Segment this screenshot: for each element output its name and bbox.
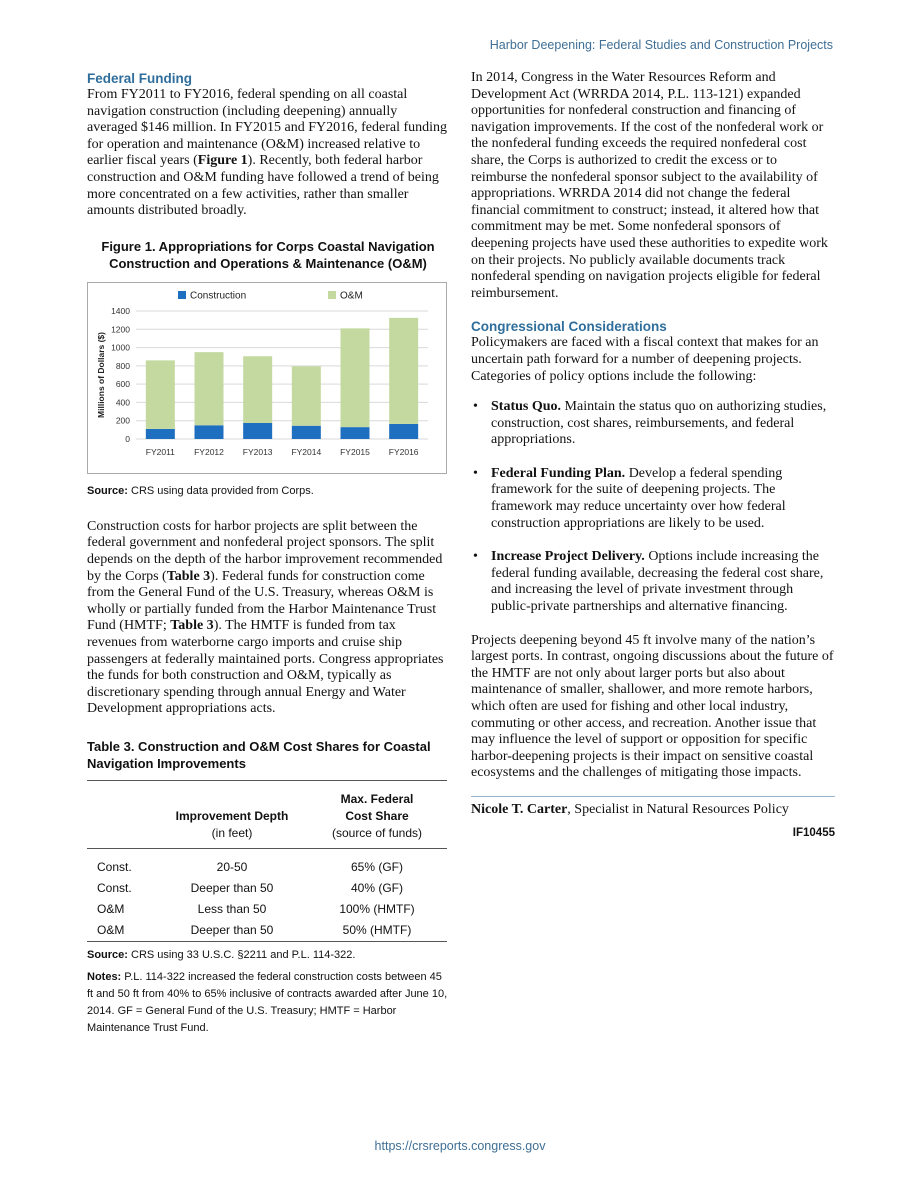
bullet-icon: • [473, 465, 478, 481]
list-item [471, 399, 835, 449]
x-tick-label: FY2016 [388, 446, 419, 457]
table-row [87, 899, 447, 920]
option-title: Federal Funding Plan. [491, 465, 626, 481]
wrrda-paragraph: In 2014, Congress in the Water Resources Reform and Development Act (WRRDA 2014, P.L. 113-121) expanded opportunities for nonfederal construction and financing of navigation improvements. If the cost of the nonfederal work or the nonfederal funding exceeds the required nonfederal cost share, the Corps is authorized to credit the excess or to reimburse the nonfederal sponsor subject to the availability of appropriations. WRRDA 2014 did not change the federal financial commitment to construct; instead, it altered how that commitment may be met. Some nonfederal sponsors of deepening projects have used these authorities to expedite work on their projects. No publicly available documents track nonfederal spending on navigation projects eligible for federal reimbursement. [471, 70, 828, 301]
legend-swatch-o-m [328, 291, 336, 299]
table-row [87, 878, 447, 899]
bar-o-m-fy2013 [243, 356, 272, 423]
y-tick-label: 200 [115, 415, 130, 426]
figure-1-source-label: Source: [87, 484, 128, 497]
option-text: Maintain the status quo on authorizing studies, construction, cost shares, reimbursements, and federal appropriations. [491, 399, 827, 448]
option-text: Develop a federal spending framework for the suite of deepening projects. The framework may reduce uncertainty over how federal construction appropriations are likely to be used. [491, 465, 786, 531]
option-text: Options include increasing the federal funding available, decreasing the federal cost share, and increasing the level of private investment through public-private partnerships and alternative financing. [491, 549, 824, 615]
y-tick-label: 1400 [111, 305, 130, 316]
row-share: 100% (HMTF) [339, 901, 415, 916]
row-depth: Deeper than 50 [190, 880, 274, 895]
author-name: Nicole T. Carter [471, 801, 568, 817]
figure-1-reference: Figure 1 [197, 153, 248, 169]
bar-construction-fy2011 [146, 429, 175, 439]
legend-label: O&M [340, 290, 363, 302]
document-id: IF10455 [792, 826, 835, 839]
table-3-reference-1: Table 3 [166, 568, 211, 584]
row-type: O&M [97, 922, 125, 937]
table-row [87, 857, 447, 878]
left-column [87, 70, 449, 1037]
x-tick-label: FY2013 [242, 446, 273, 457]
figure-1-chart-frame [87, 282, 447, 474]
y-tick-label: 800 [115, 360, 130, 371]
bar-o-m-fy2012 [195, 352, 224, 425]
figure-1-source [87, 485, 449, 497]
congressional-intro-paragraph: Policymakers are faced with a fiscal context that makes for an uncertain path forward for a number of deepening projects. Categories of policy options include the following: [471, 335, 819, 384]
bar-construction-fy2016 [389, 424, 418, 439]
table-3-notes [87, 969, 449, 1037]
y-tick-label: 1200 [111, 324, 130, 335]
bar-construction-fy2013 [243, 423, 272, 439]
list-item [471, 549, 835, 615]
cost-shares-table [87, 780, 447, 942]
row-type: O&M [97, 901, 125, 916]
row-share: 50% (HMTF) [342, 922, 412, 937]
footer-url-link[interactable]: https://crsreports.congress.gov [374, 1139, 546, 1153]
row-type: Const. [97, 880, 132, 895]
row-depth: Less than 50 [197, 901, 267, 916]
bullet-icon: • [473, 549, 478, 565]
y-tick-label: 600 [115, 378, 130, 389]
federal-funding-text-a: From FY2011 to FY2016, federal spending on all coastal navigation construction (including deepening) annually averaged $146 million. In FY2015 and FY2016, federal funding for operation and maintenance (O&M) increased relative to earlier fiscal years ( [87, 87, 448, 169]
improvement-depth-header [157, 780, 307, 848]
bar-o-m-fy2015 [341, 328, 370, 427]
figure-1-source-text: CRS using data provided from Corps. [127, 484, 314, 497]
legend-label: Construction [190, 290, 247, 302]
x-tick-label: FY2011 [145, 446, 175, 457]
federal-cost-share-title-1: Max. Federal [340, 791, 414, 806]
row-share: 65% (GF) [350, 859, 403, 874]
bar-o-m-fy2016 [389, 318, 418, 424]
legend-swatch-construction [178, 291, 186, 299]
figure-1-caption: Figure 1. Appropriations for Corps Coastal Navigation Construction and Operations & Maintenance (O&M) [101, 238, 435, 271]
improvement-depth-title: Improvement Depth [175, 808, 289, 823]
y-axis-label: Millions of Dollars ($) [96, 331, 106, 418]
table-3-notes-text: P.L. 114-322 increased the federal construction costs between 45 ft and 50 ft from 40% to 65% inclusive of contracts awarded after June 10, 2014. GF = General Fund of the U.S. Treasury; HMTF = Harbor Maintenance Trust Fund. [87, 970, 448, 1034]
bar-construction-fy2012 [195, 425, 224, 439]
federal-cost-share-title-2: Cost Share [345, 808, 409, 823]
author-divider [471, 796, 835, 797]
y-tick-label: 0 [125, 433, 130, 444]
row-depth: Deeper than 50 [190, 922, 274, 937]
construction-costs-text-b: ). Federal funds for construction come from the General Fund of the U.S. Treasury, whereas O&M is wholly or partially funded from the Harbor Maintenance Trust Fund (HMTF; [87, 568, 437, 634]
running-header-title: Harbor Deepening: Federal Studies and Construction Projects [489, 38, 833, 52]
closing-paragraph: Projects deepening beyond 45 ft involve many of the nation’s largest ports. In contrast, ongoing discussions about the future of the HMTF are not only about larger ports but also about maintenance of smaller, shallower, and more remote harbors, which often are used for fishing and other local industry, commuting or other access, and recreation. Another issue that may influence the level of support or opposition for specific harbor-deepening projects is their impact on sensitive coastal ecosystems and the challenges of mitigating those impacts. [471, 632, 834, 781]
construction-costs-paragraph [87, 519, 449, 718]
bar-construction-fy2015 [341, 427, 370, 439]
bar-o-m-fy2014 [292, 366, 321, 425]
table-3-notes-label: Notes: [87, 970, 122, 983]
bullet-icon: • [473, 399, 478, 415]
table-3-reference-2: Table 3 [170, 618, 214, 634]
table-3-source-label: Source: [87, 948, 128, 961]
author-line [471, 802, 835, 819]
federal-cost-share-header [307, 780, 447, 848]
author-title: , Specialist in Natural Resources Policy [567, 801, 789, 817]
row-share: 40% (GF) [350, 880, 403, 895]
federal-cost-share-subtitle: (source of funds) [331, 825, 423, 840]
congressional-considerations-heading: Congressional Considerations [471, 319, 667, 335]
x-tick-label: FY2014 [291, 446, 322, 457]
table-row [87, 920, 447, 942]
list-item [471, 466, 835, 532]
y-tick-label: 400 [115, 397, 130, 408]
construction-costs-text-a: Construction costs for harbor projects are split between the federal government and nonfederal project sponsors. The split depends on the depth of the harbor improvement recommended by the Corps ( [87, 518, 443, 584]
federal-funding-text-b: ). Recently, both federal harbor construction and O&M funding have followed a trend of being more concentrated on a few activities, rather than smaller amounts distributed broadly. [87, 153, 439, 219]
construction-costs-text-c: ). The HMTF is funded from tax revenues from waterborne cargo imports and cruise ship passengers at federally maintained ports. Congress appropriates the funds for both construction and O&M, typically as discretionary spending through annual Energy and Water Development appropriations acts. [87, 618, 444, 717]
option-title: Increase Project Delivery. [491, 549, 645, 565]
policy-options-list [471, 399, 835, 616]
row-type: Const. [97, 859, 132, 874]
table-3-source [87, 947, 449, 964]
bar-o-m-fy2011 [146, 360, 175, 429]
federal-funding-paragraph [87, 87, 449, 220]
y-tick-label: 1000 [111, 342, 130, 353]
federal-funding-heading: Federal Funding [87, 71, 193, 86]
x-tick-label: FY2015 [340, 446, 370, 457]
bar-construction-fy2014 [292, 425, 321, 438]
row-depth: 20-50 [216, 859, 248, 874]
table-3-source-text: CRS using 33 U.S.C. §2211 and P.L. 114-322. [127, 948, 356, 961]
table-3-caption: Table 3. Construction and O&M Cost Shares for Coastal Navigation Improvements [87, 738, 431, 771]
right-column [471, 70, 835, 839]
appropriations-stacked-bar-chart [88, 283, 446, 473]
cost-shares-header-row [87, 780, 447, 848]
option-title: Status Quo. [491, 399, 562, 415]
improvement-depth-unit: (in feet) [211, 825, 253, 840]
x-tick-label: FY2012 [194, 446, 224, 457]
